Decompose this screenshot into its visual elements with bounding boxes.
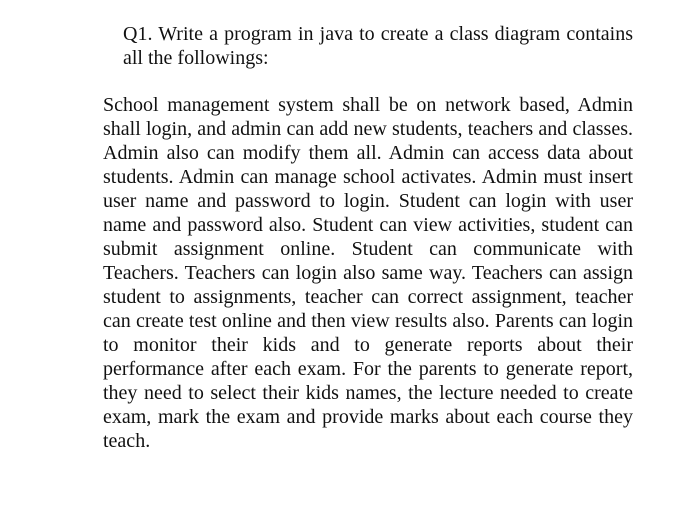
requirements-paragraph: School management system shall be on network based, Admin shall login, and admin can add new students, teachers and classes. Admin also can modify them all. Admin can access data about students. Admin can manage school activates. Admin must insert user name and password to login. Student can login with user name and password also. Student can view activities, student can submit assignment online. Student can communicate with Teachers. Teachers can login also same way. Teachers can assign student to assignments, teacher can correct assignment, teacher can create test online and then view results also. Parents can login to monitor their kids and to generate reports about their performance after each exam. For the parents to generate report, they need to select their kids names, the lecture needed to create exam, mark the exam and provide marks about each course they teach. — [103, 94, 633, 452]
question-heading: Q1. Write a program in java to create a class diagram contains all the followings: — [123, 23, 633, 69]
